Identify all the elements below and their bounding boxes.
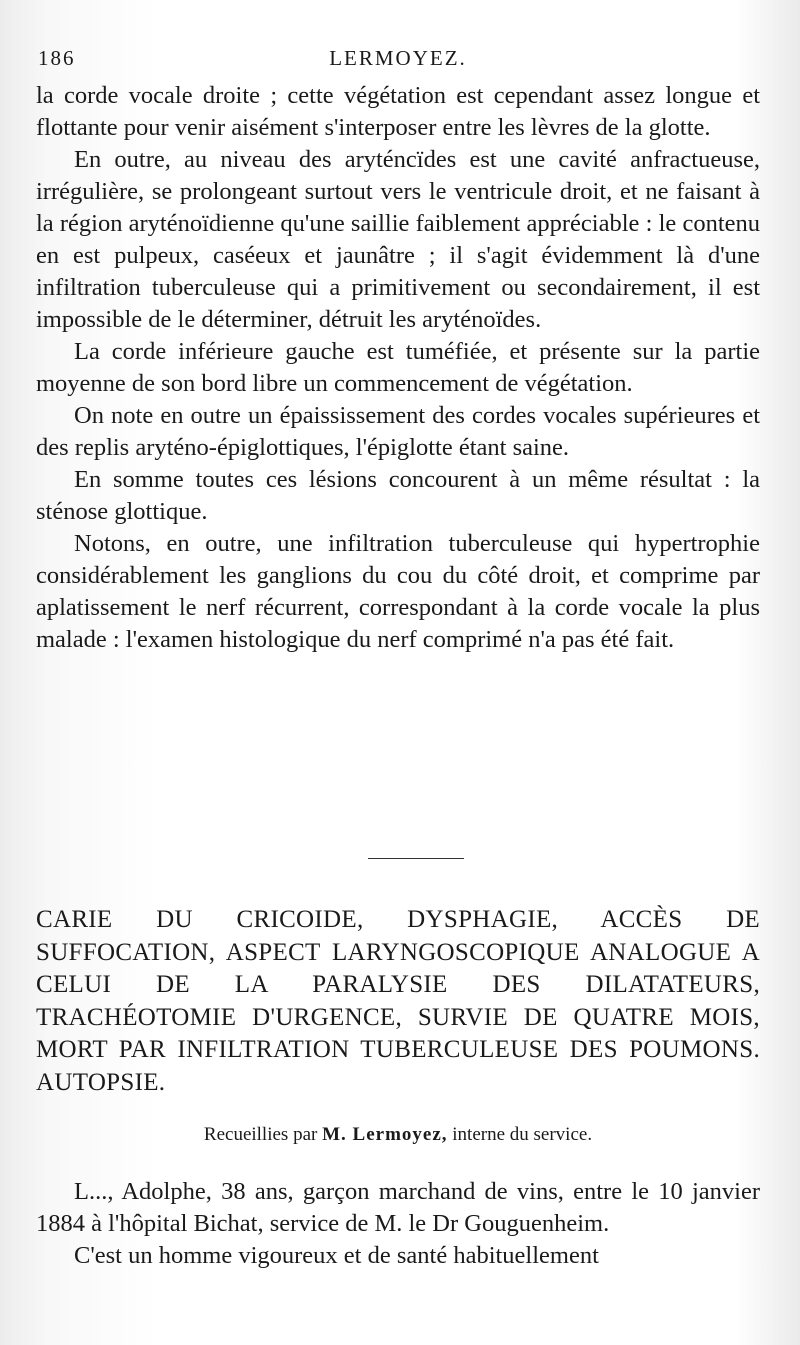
byline-author: M. Lermoyez, [322, 1124, 448, 1145]
paragraph-stenose: En somme toutes ces lésions concourent à un même résultat : la sténose glottique. [36, 466, 760, 525]
byline [36, 1124, 760, 1146]
paragraph-vegetation: la corde vocale droite ; cette végétation est cependant assez longue et flottante pour venir aisément s'interposer entre les lèvres de la glotte. [36, 82, 760, 141]
running-title: LERMOYEZ. [329, 46, 467, 70]
paragraph-arytenoides: En outre, au niveau des aryténcïdes est une cavité anfractueuse, irrégulière, se prolongeant surtout vers le ventricule droit, et ne faisant à la région aryténoïdienne qu'une saillie faiblement appréciable : le contenu en est pulpeux, caséeux et jaunâtre ; il s'agit évidemment là d'une infiltration tuberculeuse qui a primitivement ou secondairement, il est impossible de le déterminer, détruit les aryténoïdes. [36, 146, 760, 333]
paragraph-epaississement: On note en outre un épaississement des cordes vocales supérieures et des replis aryténo-épiglottiques, l'épiglotte étant saine. [36, 402, 760, 461]
paragraph-ganglions: Notons, en outre, une infiltration tuberculeuse qui hypertrophie considérablement les ganglions du cou du côté droit, et comprime par aplatissement le nerf récurrent, correspondant à la corde vocale la plus malade : l'examen histologique du nerf comprimé n'a pas été fait. [36, 530, 760, 653]
byline-prefix: Recueillies par [203, 1124, 318, 1145]
case-text [36, 1176, 760, 1272]
paragraph-patient: L..., Adolphe, 38 ans, garçon marchand de vins, entre le 10 janvier 1884 à l'hôpital Bichat, service de M. le Dr Gouguenheim. [36, 1178, 760, 1237]
body-text [36, 80, 760, 656]
page-number: 186 [38, 46, 76, 70]
paragraph-sante: C'est un homme vigoureux et de santé habituellement [74, 1242, 599, 1269]
byline-suffix: interne du service. [452, 1124, 593, 1145]
paragraph-corde-gauche: La corde inférieure gauche est tuméfiée, et présente sur la partie moyenne de son bord libre un commencement de végétation. [36, 338, 760, 397]
section-divider [368, 858, 464, 859]
page-header [36, 40, 760, 74]
case-title: CARIE DU CRICOIDE, DYSPHAGIE, ACCÈS DE SUFFOCATION, ASPECT LARYNGOSCOPIQUE ANALOGUE A CELUI DE LA PARALYSIE DES DILATATEURS, TRACHÉOTOMIE D'URGENCE, SURVIE DE QUATRE MOIS, MORT PAR INFILTRATION TUBERCULEUSE DES POUMONS. AUTOPSIE. [36, 906, 760, 1096]
